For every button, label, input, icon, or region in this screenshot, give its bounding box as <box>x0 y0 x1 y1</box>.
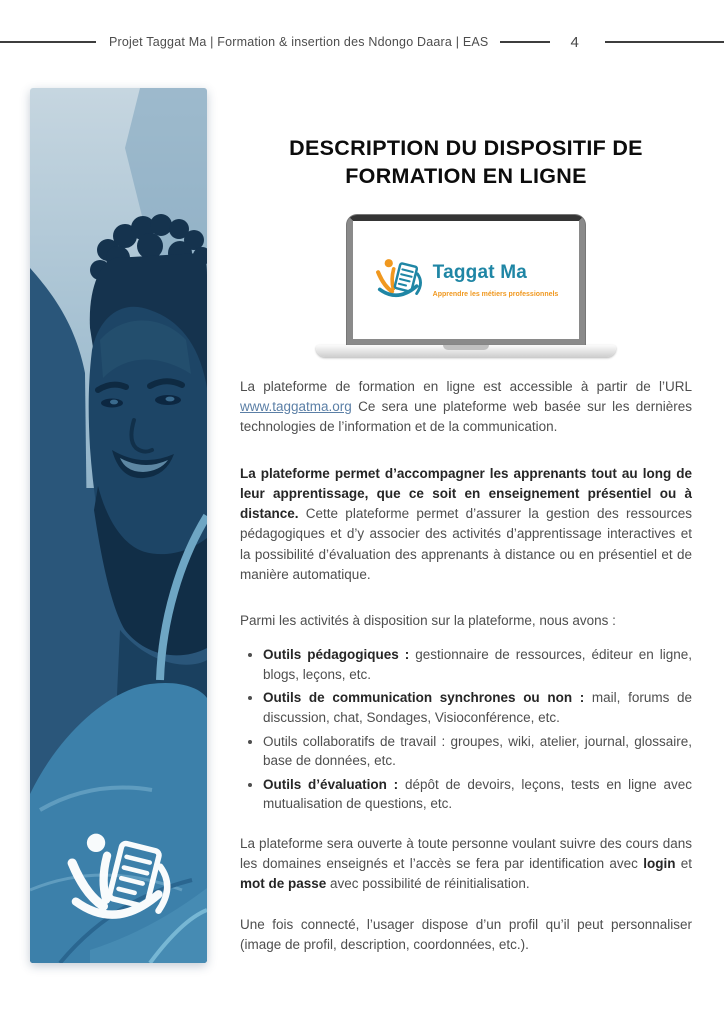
brand-name: Taggat Ma <box>432 262 528 284</box>
list-item-communication: • Outils de communication synchrones ou non : mail, forums de discussion, chat, Sondages, Visioconférence, etc. <box>263 688 692 727</box>
paragraph-access: La plateforme sera ouverte à toute personne voulant suivre des cours dans les domaines enseignés et l’accès se fera par identification avec login et mot de passe avec possibilité de réinitialisation. <box>240 835 693 892</box>
header-rule-right <box>605 41 724 43</box>
taggatma-logo <box>374 257 559 303</box>
paragraph-profile: Une fois connecté, l’usager dispose d’un profil qu’il peut personnaliser (image de profil, description, coordonnées, etc.). <box>240 916 692 952</box>
header-rule-left <box>0 41 96 43</box>
list-item-pedagogiques: • Outils pédagogiques : gestionnaire de ressources, éditeur en ligne, blogs, leçons, etc. <box>263 645 692 684</box>
main-content <box>240 130 692 955</box>
taggatma-logo-white-icon <box>63 830 175 931</box>
header-title: Projet Taggat Ma | Formation & insertion des Ndongo Daara | EAS <box>109 35 489 49</box>
laptop-screen <box>347 215 585 345</box>
taggatma-url-link[interactable]: www.taggatma.org <box>240 399 352 414</box>
laptop-notch <box>443 345 489 350</box>
laptop-illustration <box>316 215 616 357</box>
sidebar-photo <box>30 88 207 963</box>
laptop-base <box>316 345 616 357</box>
paragraph-intro: La plateforme de formation en ligne est accessible à partir de l’URL www.taggatma.org Ce sera une plateforme web basée sur les dernières technologies de l’information et de la communication. <box>240 378 692 435</box>
page-number: 4 <box>570 33 579 51</box>
page-header <box>0 32 724 52</box>
taggatma-logo-icon <box>374 257 424 303</box>
header-rule-mid <box>500 41 550 43</box>
brand-tagline: Apprendre les métiers professionnels <box>432 290 559 298</box>
list-item-evaluation: • Outils d’évaluation : dépôt de devoirs, leçons, tests en ligne avec mutualisation de questions, etc. <box>263 775 692 814</box>
paragraph-activities-lead: Parmi les activités à disposition sur la plateforme, nous avons : <box>240 613 616 628</box>
bullet-list <box>240 645 692 814</box>
paragraph-platform: La plateforme permet d’accompagner les apprenants tout au long de leur apprentissage, que ce soit en enseignement présentiel ou à distance. Cette plateforme permet d’assurer la gestion des ressources pédagogiques et d’y associer des activités d’apprentissage interactives et la possibilité d’évaluation des apprenants à distance ou en présentiel et de manière automatique. <box>240 465 692 582</box>
list-item-collaboratifs: • Outils collaboratifs de travail : groupes, wiki, atelier, journal, glossaire, base de données, etc. <box>263 732 692 771</box>
page-title: DESCRIPTION DU DISPOSITIF DE FORMATION EN LIGNE <box>289 136 643 189</box>
